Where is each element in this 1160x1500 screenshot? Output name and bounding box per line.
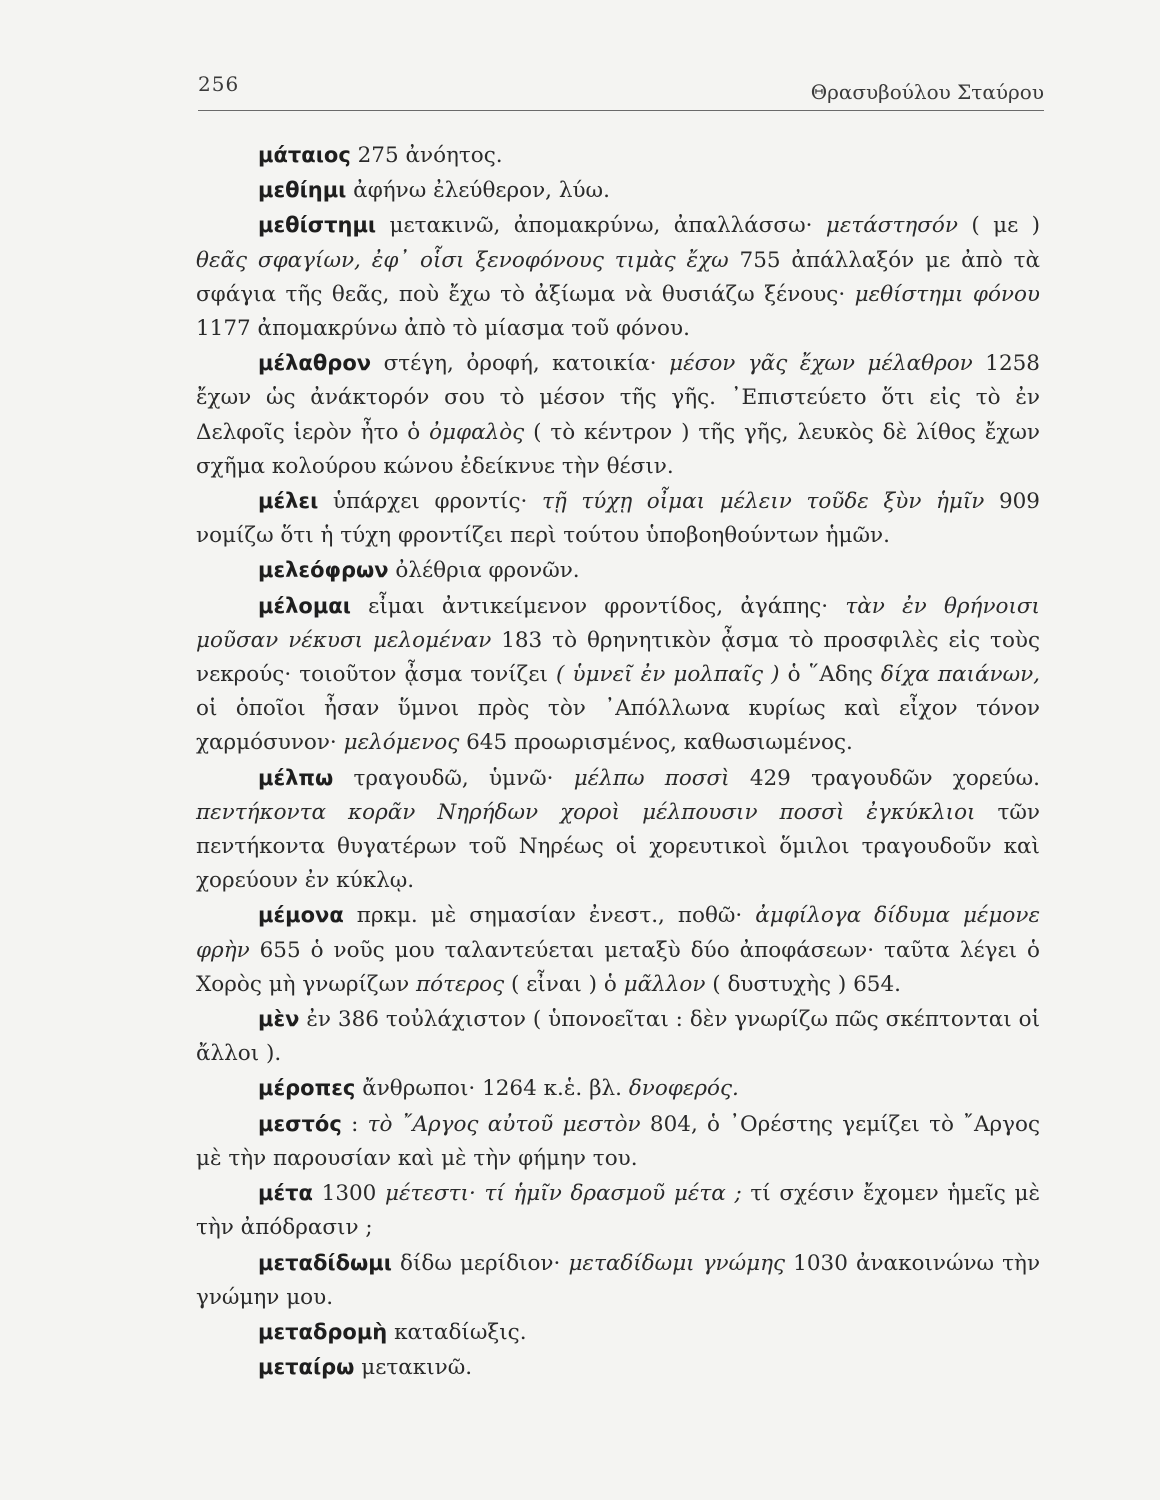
page-number: 256: [198, 72, 240, 96]
glossary-entry: [196, 1002, 1040, 1071]
entry-quote: μελόμενος: [343, 730, 460, 756]
entry-gloss: 275 ἀνόητος.: [350, 143, 503, 168]
entry-quote: δνοφερός.: [628, 1076, 739, 1102]
glossary-entry: [196, 1176, 1040, 1245]
header-rule: [198, 110, 1044, 111]
entry-gloss: δίδω μερίδιον·: [391, 1250, 569, 1276]
entry-gloss: 804, ὁ ᾿Ορέστης γεμίζει τὸ ῎Αργος μὲ τὴν παρουσίαν καὶ μὲ τὴν φήμην του.: [196, 1111, 1040, 1171]
entry-quote: τὸ ῎Αργος αὐτοῦ μεστὸν: [367, 1111, 641, 1137]
entry-gloss: ( τὸ κέντρον ) τῆς γῆς, λευκὸς δὲ λίθος ἔχων σχῆμα κολούρου κώνου ἐδείκνυε τὴν θέσιν.: [196, 419, 1040, 479]
entry-quote: ἀμφίλογα δίδυμα μέμονε φρὴν: [196, 903, 1040, 963]
entry-gloss: ἐν 386 τοὐλάχιστον ( ὑπονοεῖται : δὲν γνωρίζω πῶς σκέπτονται οἱ ἄλλοι ).: [196, 1007, 1040, 1067]
entry-quote: τῇ τύχῃ οἶμαι μέλειν τοῦδε ξὺν ἡμῖν: [541, 489, 985, 515]
entry-gloss: 429 τραγουδῶν χορεύω.: [729, 765, 1040, 791]
glossary-entry: [196, 346, 1040, 484]
entry-gloss: 1258 ἔχων ὡς ἀνάκτορόν σου τὸ μέσον τῆς γῆς. ᾿Επιστεύετο ὅτι εἰς τὸ ἐν Δελφοῖς ἱερὸν ἦτο ὁ: [196, 351, 1040, 445]
entry-gloss: τραγουδῶ, ὑμνῶ·: [333, 765, 574, 791]
glossary-entry: [196, 1107, 1040, 1176]
entry-gloss: 183 τὸ θρηνητικὸν ᾆσμα τὸ προσφιλὲς εἰς τοὺς νεκρούς· τοιοῦτον ᾆσμα τονίζει: [196, 627, 1040, 688]
entry-headword: μεταδρομὴ: [258, 1319, 388, 1344]
entry-headword: μέτα: [258, 1181, 313, 1206]
glossary-entry: [196, 208, 1040, 346]
glossary-entry: [196, 589, 1040, 761]
entry-gloss: μετακινῶ.: [354, 1355, 473, 1381]
page-header: [198, 72, 1044, 112]
entry-gloss: πρκμ. μὲ σημασίαν ἐνεστ., ποθῶ·: [343, 903, 756, 929]
entry-gloss: εἶμαι ἀντικείμενον φροντίδος, ἀγάπης·: [350, 593, 846, 619]
entry-headword: μεθίημι: [258, 178, 347, 203]
entry-quote: μᾶλλον: [623, 971, 706, 997]
entry-headword: μὲν: [258, 1007, 300, 1032]
entry-gloss: τῶν πεντήκοντα θυγατέρων τοῦ Νηρέως οἱ χορευτικοὶ ὅμιλοι τραγουδοῦν καὶ χορεύουν ἐν κύκλῳ.: [196, 799, 1040, 894]
entry-gloss: οἱ ὁποῖοι ἦσαν ὕμνοι πρὸς τὸν ᾿Απόλλωνα κυρίως καὶ εἶχον τόνον χαρμόσυνον·: [196, 696, 1040, 756]
entry-headword: μελεόφρων: [258, 558, 389, 583]
glossary-entry: [196, 898, 1040, 1002]
entry-gloss: καταδίωξις.: [387, 1319, 527, 1345]
entry-quote: πότερος: [416, 971, 505, 997]
entry-headword: μέμονα: [258, 903, 344, 928]
entry-quote: τὰν ἐν θρήνοισι μοῦσαν νέκυσι μελομέναν: [196, 593, 1040, 653]
glossary-entry: [196, 553, 1040, 588]
entry-headword: μάταιος: [258, 143, 351, 167]
entry-gloss: 1030 ἀνακοινώνω τὴν γνώμην μου.: [196, 1250, 1041, 1310]
entry-gloss: ὑπάρχει φροντίς·: [318, 489, 542, 515]
entry-headword: μεταδίδωμι: [258, 1250, 392, 1275]
entry-quote: θεᾶς σφαγίων, ἐφ᾽ οἷσι ξενοφόνους τιμὰς ἔχω: [196, 247, 729, 273]
entry-gloss: :: [341, 1111, 368, 1137]
entry-headword: μέλπω: [258, 765, 334, 790]
entry-headword: μεστός: [258, 1111, 342, 1136]
glossary-entries: [196, 138, 1040, 1385]
entry-gloss: 1177 ἀπομακρύνω ἀπὸ τὸ μίασμα τοῦ φόνου.: [196, 316, 690, 342]
entry-gloss: 645 προωρισμένος, καθωσιωμένος.: [459, 730, 853, 756]
entry-quote: δίχα παιάνων,: [880, 662, 1041, 688]
entry-gloss: ( εἶναι ) ὁ: [504, 971, 624, 997]
entry-quote: μεθίστημι φόνου: [854, 281, 1041, 307]
running-head: Θρασυβούλου Σταύρου: [810, 80, 1044, 104]
entry-gloss: τί σχέσιν ἔχομεν ἡμεῖς μὲ τὴν ἀπόδρασιν ;: [196, 1181, 1040, 1241]
entry-gloss: ὀλέθρια φρονῶν.: [388, 558, 580, 584]
entry-headword: μέροπες: [258, 1076, 356, 1101]
entry-headword: μέλαθρον: [258, 351, 372, 376]
glossary-entry: [196, 1350, 1040, 1385]
glossary-entry: [196, 1315, 1040, 1350]
entry-gloss: 755 ἀπάλλαξόν με ἀπὸ τὰ σφάγια τῆς θεᾶς, ποὺ ἔχω τὸ ἀξίωμα νὰ θυσιάζω ξένους·: [196, 247, 1041, 307]
entry-gloss: 909 νομίζω ὅτι ἡ τύχη φροντίζει περὶ τούτου ὑποβοηθούντων ἡμῶν.: [196, 489, 1040, 549]
entry-headword: μεταίρω: [258, 1355, 355, 1380]
entry-quote: μετάστησόν: [825, 213, 958, 239]
entry-gloss: ὁ ῞Αδης: [779, 662, 881, 688]
entry-headword: μέλομαι: [258, 593, 351, 618]
entry-quote: μέτεστι· τί ἡμῖν δρασμοῦ μέτα ;: [385, 1181, 742, 1207]
entry-quote: μέσον γᾶς ἔχων μέλαθρον: [669, 351, 973, 377]
entry-quote: μεταδίδωμι γνώμης: [568, 1250, 786, 1276]
glossary-entry: [196, 484, 1040, 553]
entry-gloss: ( με ): [957, 213, 1040, 239]
entry-quote: ὀμφαλὸς: [429, 419, 525, 445]
entry-headword: μεθίστημι: [258, 213, 377, 238]
glossary-entry: [196, 173, 1040, 208]
entry-gloss: μετακινῶ, ἀπομακρύνω, ἀπαλλάσσω·: [376, 213, 826, 239]
entry-gloss: 1300: [312, 1181, 386, 1207]
glossary-entry: [196, 1246, 1040, 1315]
entry-gloss: ( δυστυχὴς ) 654.: [705, 971, 901, 997]
entry-quote: ( ὑμνεῖ ἐν μολπαῖς ): [556, 662, 780, 688]
entry-quote: μέλπω ποσσὶ: [573, 765, 730, 791]
entry-headword: μέλει: [258, 489, 319, 514]
entry-quote: πεντήκοντα κορᾶν Νηρήδων χοροὶ μέλπουσιν ποσσὶ ἐγκύκλιοι: [196, 799, 976, 825]
glossary-entry: [196, 138, 1040, 173]
entry-gloss: στέγη, ὀροφή, κατοικία·: [371, 351, 670, 377]
glossary-entry: [196, 1071, 1040, 1106]
glossary-entry: [196, 761, 1040, 899]
entry-gloss: 655 ὁ νοῦς μου ταλαντεύεται μεταξὺ δύο ἀποφάσεων· ταῦτα λέγει ὁ Χορὸς μὴ γνωρίζων: [196, 937, 1040, 997]
entry-gloss: ἀφήνω ἐλεύθερον, λύω.: [346, 178, 610, 204]
entry-gloss: ἄνθρωποι· 1264 κ.ἑ. βλ.: [355, 1076, 629, 1102]
